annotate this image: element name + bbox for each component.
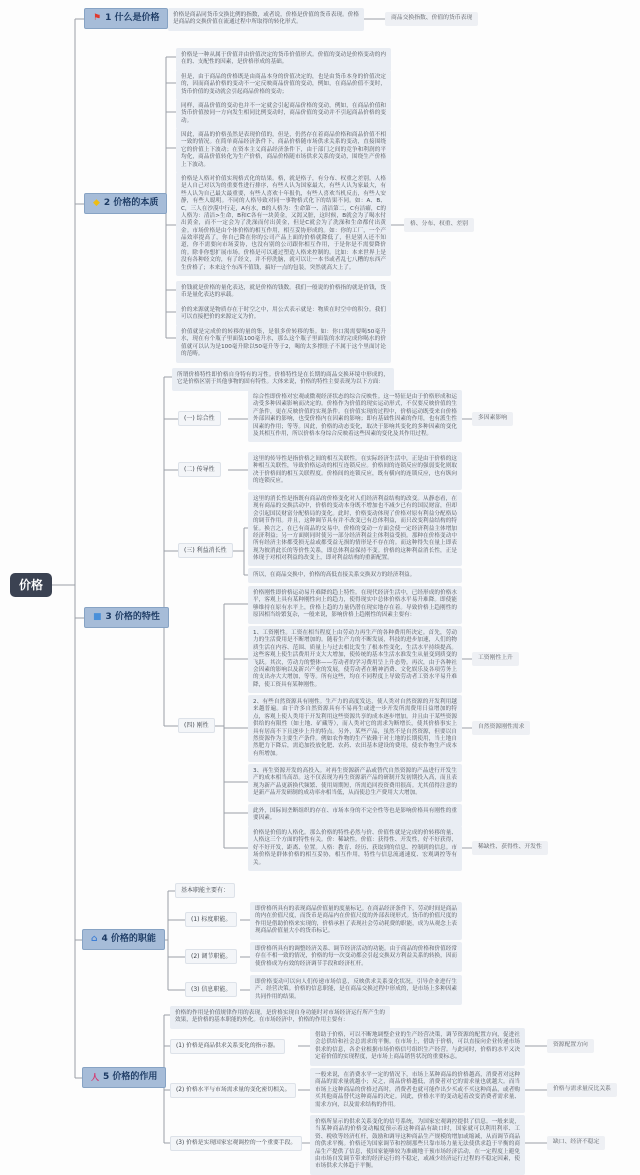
b3-s1-text[interactable]: 综合性即价格对宏观或微观经济状态的综合反映性。这一特征是由于价格形成和运动受多种因素影响而决定的。价格作为价值的现实运动形式，不仅要反映价值的生产条件，更在反映价值的实现条件。在价值实现的过程中，价格运动既受来自价格外部因素的影响，也受价格内在因素的影响；即有基础性因素的作用，也有派生性因素的作用；等等。因此，价格的动态变化，取决于影响其变化的多种因素的变化及其相互作用，所以价格本身综合反映着这些因素的变化及其作用过程。	[248, 390, 462, 442]
b5-s3-leaf[interactable]: 缺口、经济不稳定	[547, 1136, 605, 1150]
b3-s4-text-4[interactable]: 3、再生资源开发的高投入。对再生资源新产品或替代自然资源的产品进行开发生产的成本相当高昂。这不仅表现为再生资源新产品的研制开发初期投入高，而且表现为新产品更新换代频繁、使用周期短，所需追回投资费用很高。尤其值得注意的是新产品开发研制的成功率亦相当低，从而使总生产费用大大增加。	[248, 764, 462, 802]
b5-s1-text[interactable]: 借助于价格，可以不断地调整企业的生产经营决策，调节资源的配置方向，促进社会总供给和社会总需求的平衡。在市场上，借助于价格，可以直接向企业传递市场供求的信息，各企业根据市场价格信号组织生产经营。与此同时，价格的水平又决定着价值的实现程度，是市场上商品销售状况的重要标志。	[310, 1028, 525, 1066]
b3-s3-text-1[interactable]: 这里的消长性是指既有商品的价格变化对人们经济利益结构的改变。从静态看，在现有商品的交换活动中，价格的变动本身既不增加也不减少已有的国民财富，但却会引起国民财富分配格局的变化。此时，价格变动体现了价格对原有利益分配格局的调节作用。并且，这种调节具有并不改变已有总体利益，而只改变利益结构的特征。换言之，在已有商品的交易中，价格的变动一方面会使一定经济利益主体增加经济利益；另一方面则同时使另一部分经济利益主体利益受损。那种在价格变动中所有经济主体都受损无益或都受益无损的情形是不存在的。而这种得失在量上即表现为彼消此长的等价性关系，即总体利益保持不变。价格的这种利益消长性，正是体现于对相对利益的改变上，即对利益结构的重新配置。	[248, 492, 462, 566]
b5-sub-demand-relation[interactable]: (2) 价格水平与市场需求量的变化密切相关。	[170, 1083, 296, 1098]
b3-s4-resource-leaf[interactable]: 自然资源刚性需求	[472, 721, 530, 735]
b5-intro-node[interactable]: 价格的作用是价值规律作用的表现，是价格实现自身功能时对市场经济运行所产生的效果，是价格的基本职能的外化。在市场经济中，价格的作用主要有：	[170, 1006, 390, 1029]
b1-definition-node[interactable]: 价格是商品同货币交换比例的指数，或者说，价格是价值的货币表现。价格是商品的交换价值在流通过程中所取得的转化形式。	[168, 8, 364, 31]
b3-s2-text[interactable]: 这里的传导性是指价格之间的相互关联性。在实际经济生活中，正是由于价格的这种相互关联性，导致价格运动的相互连锁反应。价格间的连锁反应的强弱变化则取决于价格间的相互关联程度。价格间的连锁反应，既有横向的连锁反应，也有纵向的连锁反应。	[248, 452, 462, 490]
branch-title: 3 价格的特性	[105, 612, 160, 622]
blue-square-icon: ■	[93, 612, 102, 622]
b3-s1-leaf[interactable]: 多因素影响	[472, 412, 513, 426]
b3-s3-text-2[interactable]: 所以，在商品交换中，价格的高低直接关系交换双方的经济利益。	[248, 568, 462, 583]
b4-s2-text[interactable]: 即价格所具有的调整经济关系、调节经济活动的功能。由于商品的价格和价值经常存在不相一致的情况，价格的每一次变动都会引起交换双方利益关系的转换，因而使价格成为有效的经济调节手段和经济杠杆。	[250, 942, 462, 972]
b5-sub-macro-control[interactable]: (3) 价格是实现国家宏观调控的一个重要手段。	[170, 1136, 302, 1151]
b2-note-2[interactable]: 但是，由于商品的价格既是由商品本身的价值决定的，也是由货币本身的价值决定的，因而商品价格的变动不一定反映商品价值的变动，例如，在商品价值不变时，货币价值的变动就会引起商品价格的变动；	[176, 70, 391, 100]
branch-title: 2 价格的本质	[103, 198, 159, 208]
b1-summary-leaf[interactable]: 商品交换指数、价值的货币表现	[385, 12, 478, 26]
b5-s2-leaf[interactable]: 价格与需求量反比关系	[547, 1083, 617, 1097]
branch-title: 1 什么是价格	[105, 13, 160, 23]
b5-s2-text[interactable]: 一般来说，在消费水平一定的情况下，市场上某种商品的价格越高，消费者对这种商品的需求量就越小；反之，商品价格越低，消费者对它的需求量也就越大。而当市场上这种商品的价格过高时，消费者也就可能作出少买或不买这种商品，或者购买其他商品替代这种商品的决定。因此，价格水平的变动起着改变消费者需求量、需求方向，以及需求结构的作用。	[310, 1068, 525, 1113]
flag-icon: ⚑	[93, 13, 102, 23]
b4-intro-node[interactable]: 基本职能主要有：	[175, 883, 235, 898]
branch-price-essence[interactable]	[84, 193, 167, 214]
b2-note-6[interactable]: 价钱就是价格的量化表达，就是价格的钱数。我们一般说的价格指的就是价钱，货币是量化表达的承载。	[176, 281, 391, 304]
root-node[interactable]: 价格	[10, 573, 52, 597]
b3-s4-wage-leaf[interactable]: 工资刚性上升	[472, 652, 519, 666]
b5-sub-indicator[interactable]: (1) 价格是商品供求关系变化的指示器。	[170, 1039, 285, 1054]
b3-sub-interest-shift[interactable]: (三) 利益消长性	[178, 543, 233, 558]
gem-icon: ◆	[93, 198, 100, 208]
b2-note-8[interactable]: 价值就是完成价的转移的量的集，是很多价转移的集。如：你口渴需要喝50毫升水，现在有个瓶子里面装100毫升水，那么这个瓶子里面装的水的完成你喝水的价值就可以认为是100毫升除以50毫升等于2，喝的太多撑肚子不属于这个里面讨论的范畴。	[176, 325, 391, 363]
b2-note-5[interactable]: 价格是人格对价值实现格式化的结果。格，就是格子，有分布、权重之差别。人格是人自己对以为的重要性进行排序，有些人认为国家最大，有些人认为家最大，有些人认为自己最大最重要，有些人喜欢十年报仇，有些人喜欢当机反击，有些人安静，有些人聪明。不同的人格导致对同一事物格式化下的结果不同。如：A、B、C，三人在沙漠中行走，A有水，B的人格为：生命第一、清洁第二，C有洁癖，C的人格为：清洁>生命，B和C各有一块黄金，又渴又脏，这时候，B就会为了喝水付出黄金，而不一定会为了洗澡而付出黄金，但是C就会为了洗澡和生命都付出黄金。市场价格是由个体价格的相互作用，相互妥协形成的。如：你的工厂，一个产品效率提高了，你自己降在你的公司产品上面的价格就降低了，但是别人还不知道，你不需要向市场妥协，也没有别的公司跟你相互作用，于是你是不需要降价的。除非你想扩展市场。价格是可以通过塑造人格来控制的。比如：本来世界上是没有各种经文的，有了经文，并不停洗脑，就可以让一本书或者乱七八糟的东西产生价格了；本来这个东西不值钱，搞好一点的包装，突然就高大上了。	[176, 172, 391, 276]
b3-sub-transmissibility[interactable]: (二) 传导性	[178, 462, 221, 477]
b2-note-7[interactable]: 价的来源就是物质存在于时空之中，用公式表示就是：物质在时空中的积分。我们可以直接把价的来源定义为价。	[176, 303, 391, 326]
person-icon: 人	[91, 1072, 99, 1082]
branch-price-role[interactable]	[82, 1067, 166, 1088]
b4-sub-info-function[interactable]: (3) 信息职能。	[185, 982, 237, 997]
b3-s4-text-2[interactable]: 1、工资刚性。工资在相当程度上由劳动力再生产的各种费用所决定。首先，劳动力的生活费用是不断增加的。随着生产力的不断发展，科技的进步加速，人们的物质生活在内容、范围、质量上与过去相比发生了根本性变化，生活水平持续提高。这些客观上使生活费用开支大大增加，使传统的基本生活水准发生从量变到质变的飞跃。其次，劳动力的整体——劳动者的学习费用呈上升态势。再次，由于各种社会因素的影响以及新兴产业的发展，使劳动者在精神消费、文化娱乐及各项劳务上的支出亦大大增加，等等。所有这些，均在不同程度上导致劳动者工资水平易升难降，使工资具有某种刚性。	[248, 626, 462, 693]
b5-s3-text[interactable]: 价格所显示的供求关系变化的信号系统，为国家宏观调控提供了信息。一般来说，当某种商品的价格变动幅度预示着这种商品有缺口时，国家就可以利用利率、工资、税收等经济杠杆，鼓励和调导这种商品生产规模的增加或缩减，从而调节商品的供求平衡。价格还为国家调节和控制那些只靠市场力量无法使供求趋于平衡的商品生产提供了信息，使国家能够较为准确地干预市场经济活动，在一定程度上避免由市场自发调节带来的经济运行的不稳定，或减少经济运行过程的不稳定因素，使市场供求大体趋于平衡。	[310, 1115, 525, 1175]
b3-sub-rigidity[interactable]: (四) 刚性	[178, 718, 215, 733]
house-icon: ⌂	[91, 934, 98, 944]
b4-sub-scale-function[interactable]: (1) 标度职能。	[185, 912, 237, 927]
b3-sub-comprehensiveness[interactable]: (一) 综合性	[178, 411, 221, 426]
b3-s4-text-3[interactable]: 2、有些自然资源具有刚性。生产力的高度发达，使人类对自然资源的开发利用越来越普遍。由于许多自然资源具有不易再生或进一步开发所需费用日益增加的特点，客观上使人类用于开发利用这些资源共享的成本逐步增加。并且由于某些资源供给的有限性（如土地、矿藏等），而人类对它的需求为断增长，使其价格事实上具有居高不下且逐步上升的特点。另外，某些产品，虽然不是自然资源，但要以自然资源作为主要生产条件。例如农作物的生产依赖于对土地的长期使用，当土地自然肥力下降后，需追加投放化肥、农药、农田基本建设的费用，使农作物生产成本有所增加。	[248, 695, 462, 762]
b3-s4-text-5[interactable]: 此外，国际间垄断组织的存在、市场本身的不完全性等也是影响价格具有刚性的重要因素。	[248, 804, 462, 827]
b4-s1-text[interactable]: 即价格所具有的表现商品价值量的度量标记。在商品经济条件下，劳动时间是商品的内在价值尺度，而货币是商品内在价值尺度的外部表现形式。货币的价值尺度的作用是借助价格来实现的，价格承担了表现社会劳动耗费的职能，成为从观念上表现商品价值量大小的货币标记。	[250, 902, 462, 940]
b3-intro-node[interactable]: 所谓价格特性即价格自身特有的习性。价格特性是在长期的商品交换环境中形成的，它是价格区别于其他事物的固有特性。大体来说，价格的特性主要表现为以下方面：	[172, 368, 394, 391]
branch-price-functions[interactable]	[82, 929, 165, 950]
b4-s3-text[interactable]: 即价格变动可以向人们传递市场信息，反映供求关系变化状况，引导企业进行生产、经营决策。价格的信息职能，是在商品交换过程中形成的，是市场上多种因素共同作用的结果。	[250, 975, 462, 1005]
branch-what-is-price[interactable]	[84, 8, 168, 29]
branch-title: 5 价格的作用	[103, 1072, 158, 1082]
b4-sub-adjust-function[interactable]: (2) 调节职能。	[185, 949, 237, 964]
b2-note-4[interactable]: 因此，商品的价格虽然是表现价值的，但是，仍然存在着商品价格和商品价值不相一致的情况。在简单商品经济条件下，商品价格随市场供求关系的变动，直接围绕它的价值上下波动；在资本主义商品经济条件下，由于部门之间的竞争和利润的平均化，商品价值转化为生产价格，商品价格随市场供求关系的变动，围绕生产价格上下波动。	[176, 128, 391, 173]
b3-s4-text-6[interactable]: 价格是价值的人格化。那么价格的特性必然与价、价值性就是完成的价转移的量、人格这三个方面的特性有关。价：稀缺性。价值：获得性、开发性，好不好获得，好不好开发，距离、位置。人格：教育、经历、获取到的信息、控制到的信息。市场价格是群体价格的相互妥协，相互作用，特性与信息流通速度、宏观调控等有关。	[248, 826, 462, 871]
b2-note-1[interactable]: 价格是一种从属于价值并由价值决定的货币价值形式。价值的变动是价格变动的内在的、支配性的因素，是价格形成的基础。	[176, 48, 391, 71]
b3-s4-text-1[interactable]: 价格刚性即价格运动易升难降的趋上特性。在现代经济生活中，已经形成的价格水平，客观上具有某种刚性向上的趋力，使得现实中总体价格水平易升难降。即使能够维持在原有水平上，价格上趋的力量仍潜在现实地存在着。导致价格上趋刚性的原因相当纷繁复杂，一般来说，影响价格上趋刚性的因素主要有：	[248, 586, 462, 624]
b5-s1-leaf[interactable]: 资源配置方向	[547, 1039, 594, 1053]
b2-note-3[interactable]: 同样，商品价值的变动也并不一定就会引起商品价格的变动，例如，在商品价值和货币价值按同一方向发生相同比例变动时，商品价值的变动并不引起商品价格的变动。	[176, 99, 391, 129]
branch-title: 4 价格的职能	[101, 934, 156, 944]
b3-s4-scarcity-leaf[interactable]: 稀缺性、获得性、开发性	[472, 841, 548, 855]
branch-price-characteristics[interactable]	[84, 607, 169, 628]
b2-summary-leaf[interactable]: 格、分布、权重、差别	[404, 218, 474, 232]
